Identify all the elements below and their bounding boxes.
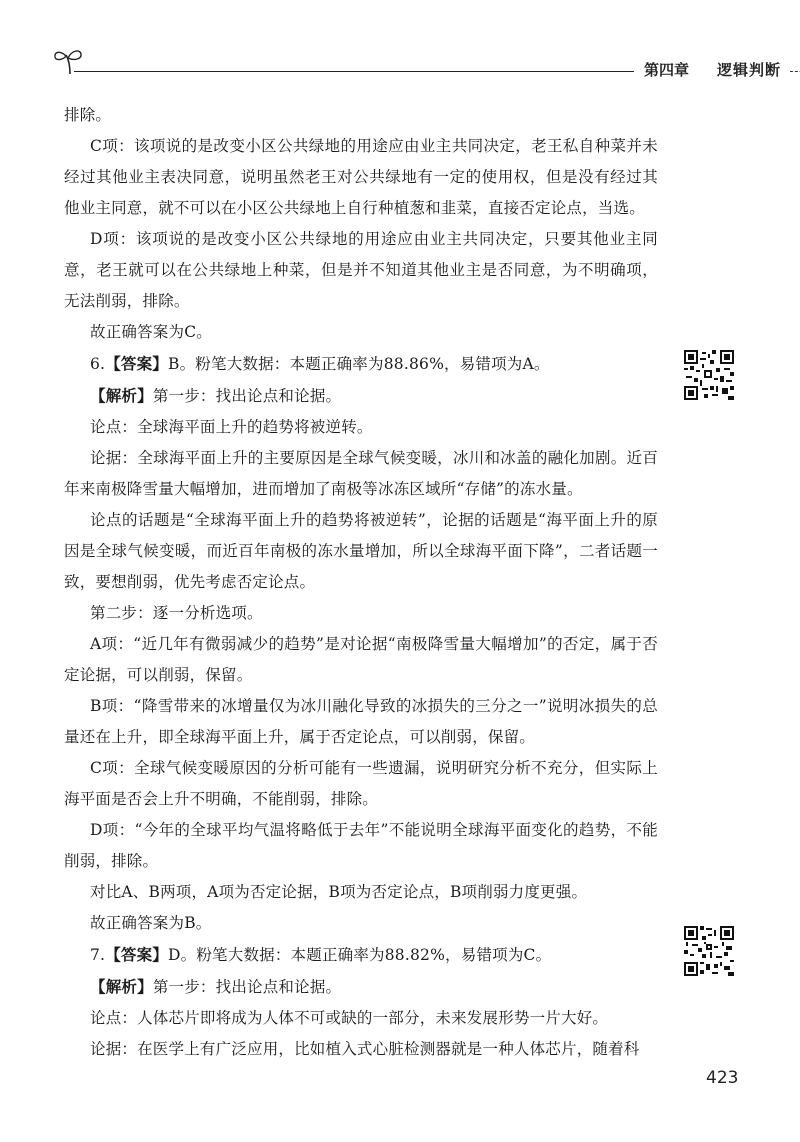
question-number: 7. (90, 946, 106, 964)
paragraph: C项：全球气候变暖原因的分析可能有一些遗漏，说明研究分析不充分，但实际上海平面是否会上升不明确，不能削弱，排除。 (64, 759, 658, 808)
paragraph: D项：该项说的是改变小区公共绿地的用途应由业主共同决定，只要其他业主同意，老王就可以在公共绿地上种菜，但是并不知道其他业主是否同意，为不明确项，无法削弱，排除。 (64, 230, 658, 310)
answer-label: 【答案】 (105, 945, 169, 964)
answer-line-q6 (64, 348, 658, 380)
paragraph: 故正确答案为B。 (90, 914, 212, 932)
header-rule (74, 71, 634, 72)
paragraph: B项：“降雪带来的冰增量仅为冰川融化导致的冰损失的三分之一”说明冰损失的总量还在上升，即全球海平面上升，属于否定论点，可以削弱，保留。 (64, 697, 658, 746)
paragraph: 第二步：逐一分析选项。 (90, 604, 263, 622)
page-header (48, 44, 800, 84)
analysis-line-q6 (64, 380, 658, 412)
answer-label: 【答案】 (105, 354, 169, 373)
qr-code-icon[interactable] (684, 926, 734, 976)
qr-code-icon[interactable] (684, 350, 734, 400)
analysis-label: 【解析】 (90, 977, 153, 996)
paragraph: D项：“今年的全球平均气温将略低于去年”不能说明全球海平面变化的趋势，不能削弱，排除。 (64, 821, 658, 870)
paragraph: 对比A、B两项，A项为否定论据，B项为否定论点，B项削弱力度更强。 (90, 883, 588, 901)
header-chapter: 第四章 (644, 61, 690, 79)
paragraph: 排除。 (64, 106, 112, 124)
paragraph: 论点的话题是“全球海平面上升的趋势将被逆转”，论据的话题是“海平面上升的原因是全球气候变暖，而近百年南极的冻水量增加，所以全球海平面下降”，二者话题一致，要想削弱，优先考虑否定论点。 (64, 511, 658, 591)
paragraph: 论点：全球海平面上升的趋势将被逆转。 (90, 418, 373, 436)
analysis-line-q7 (64, 971, 658, 1003)
header-rule-right (790, 71, 800, 72)
paragraph: 故正确答案为C。 (90, 323, 212, 341)
answer-text: D。粉笔大数据：本题正确率为88.82%，易错项为C。 (168, 946, 552, 964)
header-title: 逻辑判断 (717, 61, 782, 79)
paragraph: A项：“近几年有微弱减少的趋势”是对论据“南极降雪量大幅增加”的否定，属于否定论据，可以削弱，保留。 (64, 635, 658, 684)
paragraph: 论据：在医学上有广泛应用，比如植入式心脏检测器就是一种人体芯片，随着科 (90, 1040, 640, 1058)
paragraph: 论点：人体芯片即将成为人体不可或缺的一部分，未来发展形势一片大好。 (90, 1009, 609, 1027)
paragraph: C项：该项说的是改变小区公共绿地的用途应由业主共同决定，老王私自种菜并未经过其他业主表决同意，说明虽然老王对公共绿地有一定的使用权，但是没有经过其他业主同意，就不可以在小区公共绿地上自行种植葱和韭菜，直接否定论点，当选。 (64, 137, 658, 217)
analysis-label: 【解析】 (90, 386, 153, 405)
analysis-text: 第一步：找出论点和论据。 (152, 387, 342, 405)
analysis-text: 第一步：找出论点和论据。 (152, 978, 342, 996)
question-number: 6. (90, 355, 106, 373)
page-number: 423 (706, 1068, 739, 1088)
page-body (64, 100, 658, 1065)
answer-line-q7 (64, 939, 658, 971)
paragraph: 论据：全球海平面上升的主要原因是全球气候变暖，冰川和冰盖的融化加剧。近百年来南极降雪量大幅增加，进而增加了南极等冰冻区域所“存储”的冻水量。 (64, 449, 658, 498)
answer-text: B。粉笔大数据：本题正确率为88.86%，易错项为A。 (168, 355, 550, 373)
